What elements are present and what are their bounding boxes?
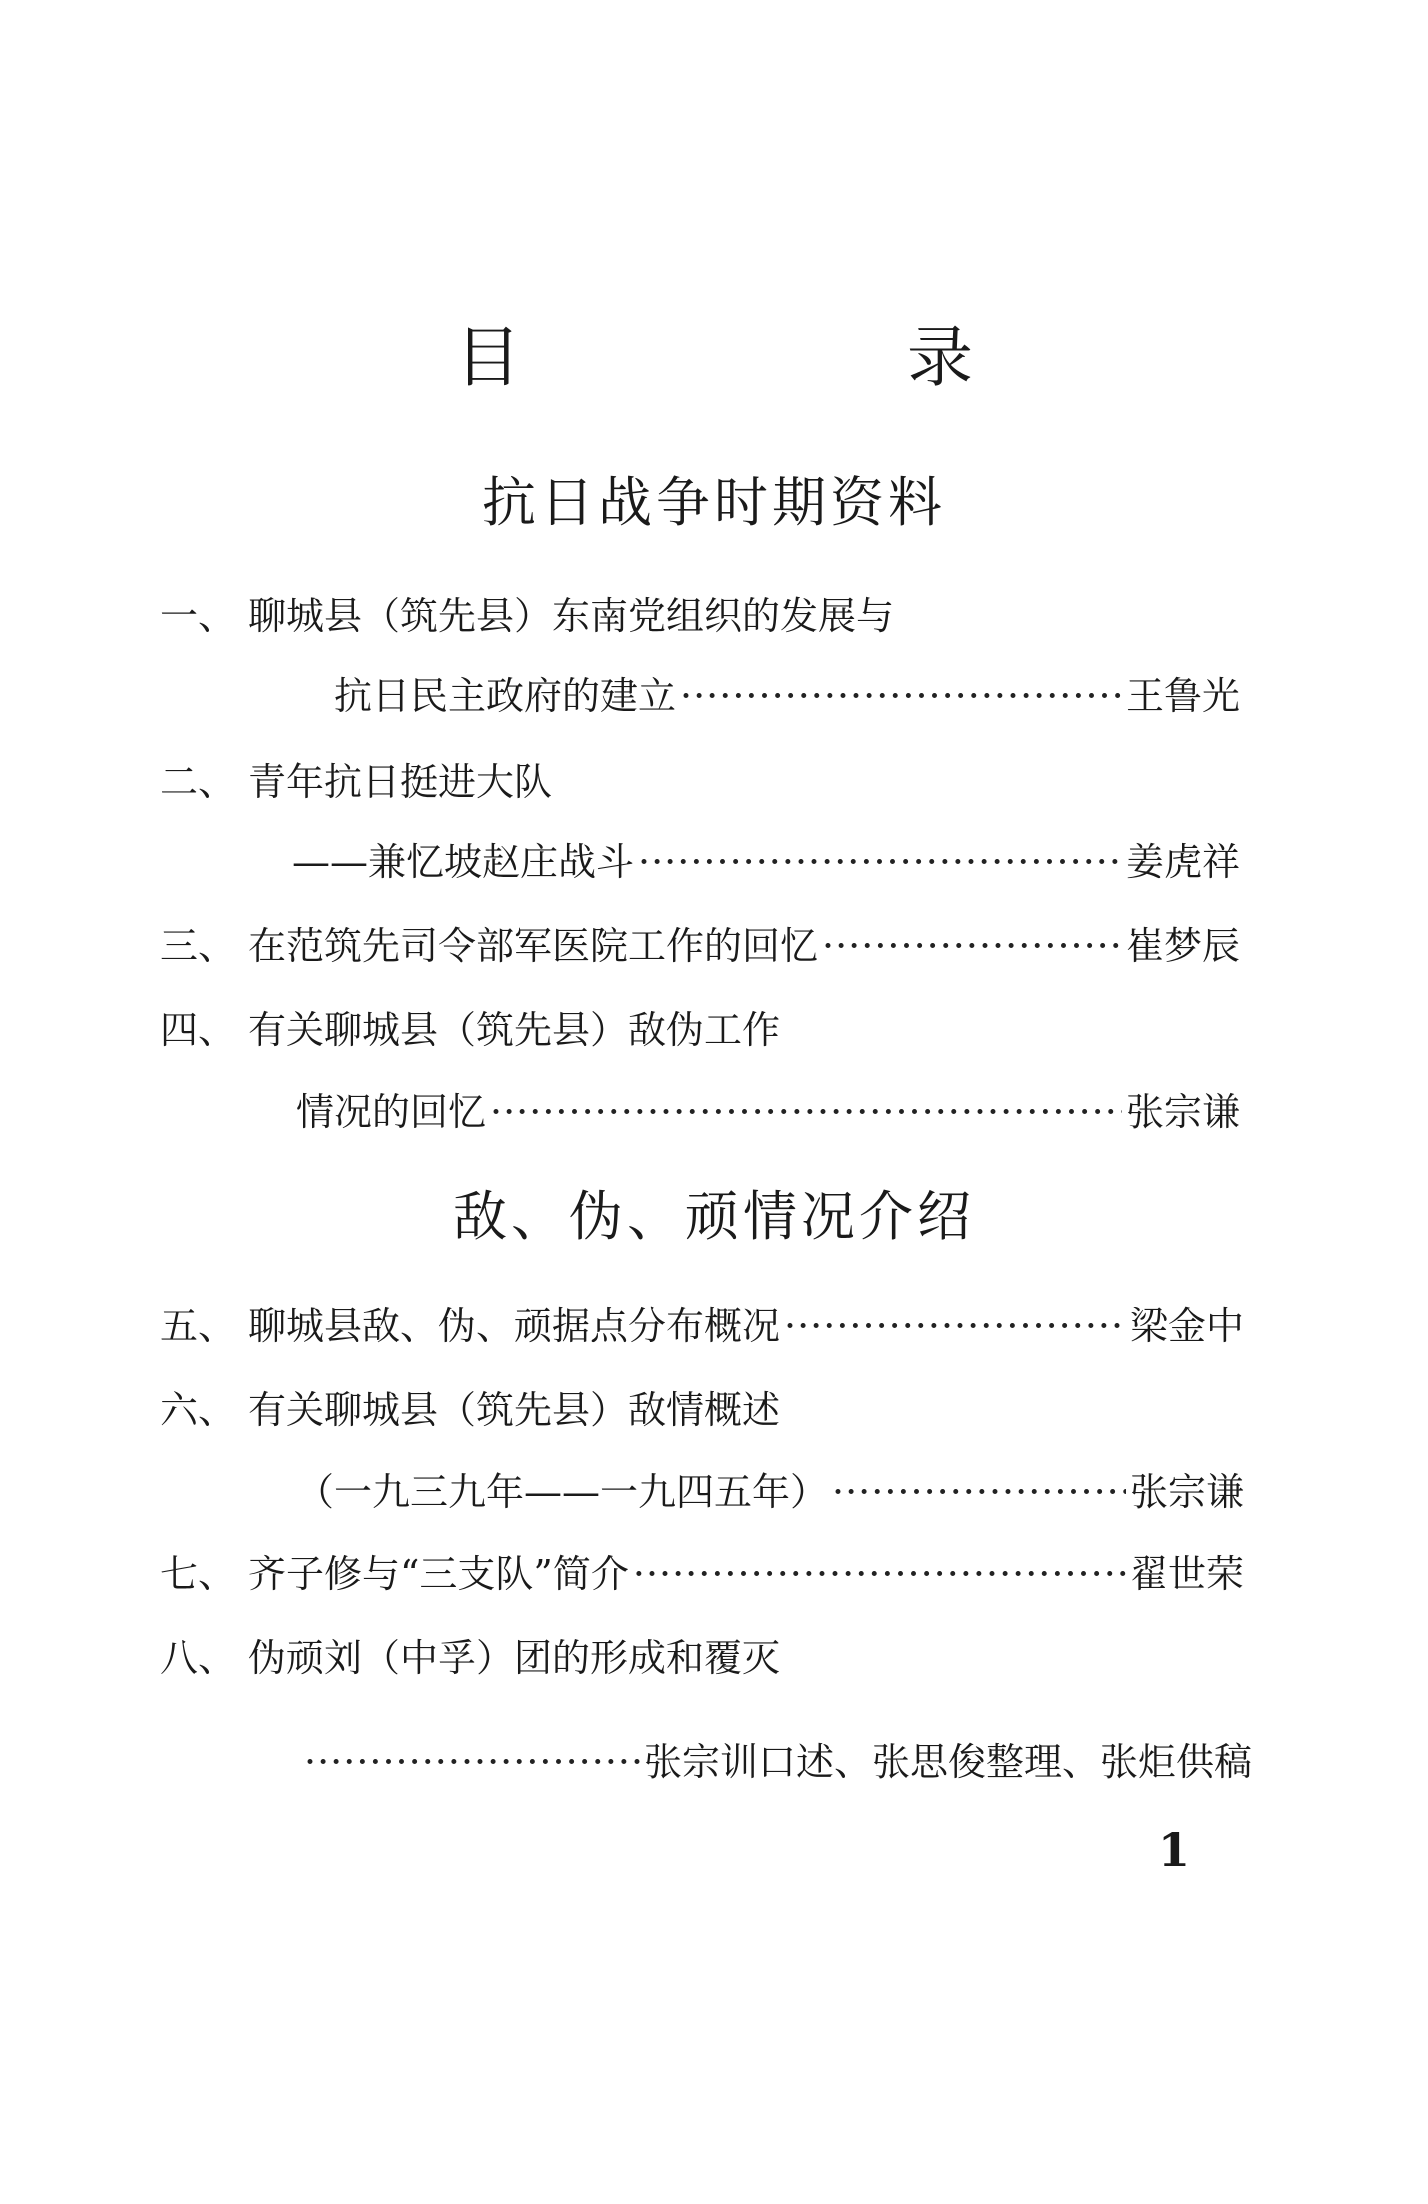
- toc-entry-1-line2: [334, 670, 1240, 722]
- toc-entry-1-line1: [160, 590, 1240, 642]
- dot-leader: [490, 1086, 1122, 1138]
- entry-title-continued: （一九三九年——一九四五年）: [296, 1470, 829, 1514]
- entry-author: 王鲁光: [1125, 674, 1240, 718]
- entry-title-continued: 抗日民主政府的建立: [334, 674, 677, 718]
- section-title-anti-japanese: 抗日战争时期资料: [482, 471, 946, 534]
- entry-number: 七、: [160, 1552, 237, 1596]
- entry-title: 在范筑先司令部军医院工作的回忆: [248, 924, 819, 968]
- entry-title: 伪顽刘（中孚）团的形成和覆灭: [248, 1636, 781, 1680]
- entry-title: 齐子修与“三支队”简介: [248, 1552, 629, 1596]
- dot-leader: [832, 1466, 1126, 1518]
- entry-number: 六、: [160, 1388, 237, 1432]
- dot-leader: [680, 670, 1122, 722]
- toc-entry-4-line2: [296, 1086, 1240, 1138]
- dot-leader: [784, 1300, 1126, 1352]
- toc-entry-5: [160, 1300, 1244, 1352]
- entry-author: 翟世荣: [1129, 1552, 1244, 1596]
- entry-title: 青年抗日挺进大队: [248, 760, 553, 804]
- page-title: 目 录: [455, 319, 1133, 396]
- toc-entry-8-line2: [300, 1736, 1252, 1788]
- entry-number: 一、: [160, 594, 237, 638]
- entry-author: 梁金中: [1129, 1304, 1244, 1348]
- entry-title: 有关聊城县（筑先县）敌情概述: [248, 1388, 781, 1432]
- entry-author: 崔梦辰: [1125, 924, 1240, 968]
- dot-leader: [822, 920, 1122, 972]
- entry-number: 三、: [160, 924, 237, 968]
- entry-author: 姜虎祥: [1125, 840, 1240, 884]
- page-number: 1: [1158, 1823, 1191, 1877]
- entry-title: 聊城县（筑先县）东南党组织的发展与: [248, 594, 895, 638]
- dot-leader: [633, 1548, 1126, 1600]
- toc-entry-3: [160, 920, 1240, 972]
- toc-entry-2-line1: [160, 756, 1240, 808]
- toc-entry-6-line1: [160, 1384, 1240, 1436]
- entry-author: 张宗谦: [1129, 1470, 1244, 1514]
- entry-author: 张宗谦: [1125, 1090, 1240, 1134]
- section-title-enemy-situation: 敌、伪、顽情况介绍: [453, 1185, 975, 1248]
- entry-number: 八、: [160, 1636, 237, 1680]
- entry-title-continued: 情况的回忆: [296, 1090, 487, 1134]
- entry-number: 五、: [160, 1304, 237, 1348]
- toc-entry-8-line1: [160, 1632, 1240, 1684]
- toc-entry-4-line1: [160, 1004, 1240, 1056]
- entry-title-continued: ——兼忆坡赵庄战斗: [292, 840, 635, 884]
- toc-entry-2-line2: [292, 836, 1240, 888]
- toc-entry-7: [160, 1548, 1244, 1600]
- entry-number: 二、: [160, 760, 237, 804]
- dot-leader: [304, 1736, 640, 1788]
- entry-title: 聊城县敌、伪、顽据点分布概况: [248, 1304, 781, 1348]
- dot-leader: [638, 836, 1122, 888]
- entry-author: 张宗训口述、张思俊整理、张炬供稿: [643, 1740, 1252, 1784]
- entry-number: 四、: [160, 1008, 237, 1052]
- entry-title: 有关聊城县（筑先县）敌伪工作: [248, 1008, 781, 1052]
- toc-entry-6-line2: [296, 1466, 1244, 1518]
